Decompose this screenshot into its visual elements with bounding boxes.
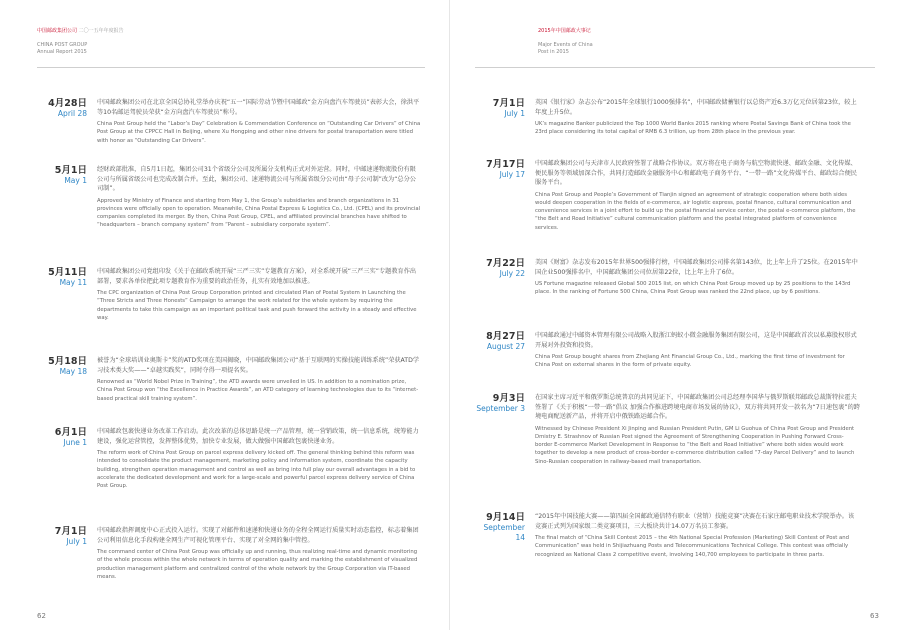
event-date-en: May 1 bbox=[64, 176, 87, 185]
header-en-line-1: Major Events of China bbox=[538, 42, 593, 48]
event-date-en: April 28 bbox=[57, 109, 87, 118]
event-date-en: September 3 bbox=[476, 404, 525, 413]
event-date-cn: 4月28日 bbox=[48, 98, 87, 109]
event-date-cn: 7月1日 bbox=[492, 98, 525, 109]
event-date bbox=[37, 267, 87, 288]
page-number: 62 bbox=[37, 612, 46, 620]
event-text-cn: 中国邮政集团公司党组印发《关于在邮政系统开展“三严三实”专题教育方案》，对全系统开展“三严三实”专题教育作出部署，要求各单位把此项专题教育作为重要的政治任务，扎实有效地加以推进。 bbox=[97, 268, 417, 285]
event-date-cn: 5月18日 bbox=[48, 356, 87, 367]
event-date bbox=[37, 427, 87, 448]
event-text bbox=[535, 98, 860, 137]
event-text bbox=[97, 165, 422, 230]
event-date-cn: 8月27日 bbox=[486, 331, 525, 342]
event-text-en: The reform work of China Post Group on parcel express delivery kicked off. The general thinking behind this reform was intended to consolidate the product management, marketing policy and information system, coordinate the capacity building, strengthen operation management and control as well as bring into full play our overall advantages in a bid to accelerate the dedicated development and work for a large-scale and powerful parcel express delivery service of China Post Group. bbox=[97, 450, 416, 489]
event-text bbox=[97, 98, 422, 145]
event-date-cn: 9月3日 bbox=[492, 393, 525, 404]
header-en-line-1: CHINA POST GROUP bbox=[37, 42, 88, 48]
event-date-en: May 11 bbox=[59, 278, 87, 287]
event-date-cn: 6月1日 bbox=[54, 427, 87, 438]
event-text-en: China Post Group and People’s Government of Tianjin signed an agreement of strategic cooperation where both sides would deepen cooperation in the fields of e-commerce, air logistic express, postal finance, cultural communication and convenience services in a joint effort to build up the postal financial service center, the postal e-commerce platform, the “the Belt and Road Initiative” cultural communication platform and the postal integrated platform of convenience services. bbox=[535, 191, 856, 231]
header-divider bbox=[475, 67, 875, 68]
event-text-en: The command center of China Post Group was officially up and running, thus realizing real-time and dynamic monitoring of the whole process within the whole network in terms of operation quality and marking the establishment of visualized production management platform and centralized control of the whole network by the Group Corporation via IT-based means. bbox=[97, 549, 418, 580]
event-date bbox=[475, 512, 525, 543]
page-number: 63 bbox=[870, 612, 879, 620]
event-text-en: UK’s magazine Banker publicized the Top 1000 World Banks 2015 ranking where Postal Savings Bank of China took the 23rd place considering its total capital of RMB 6.3 trillion, up from 28th place in the previous year. bbox=[535, 121, 851, 136]
event-text bbox=[535, 258, 860, 297]
event-text-cn: 英国《银行家》杂志公布“2015年全球银行1000强排名”，中国邮政储蓄银行以总资产近6.3万亿元位居第23位，较上年度上升5位。 bbox=[535, 99, 857, 116]
event-text bbox=[97, 356, 422, 403]
right-page-header bbox=[538, 28, 593, 56]
event-date-en: July 17 bbox=[499, 170, 525, 179]
event-text-en: The CPC organization of China Post Group Corporation printed and circulated Plan of Postal System in Launching the “Three Stricts and Three Honests” Campaign to arrange the work related for the whole system by requiring the departments to take this campaign as an important political task and push forward the activity in a steady and effective way. bbox=[97, 290, 417, 321]
event-date-cn: 5月1日 bbox=[54, 165, 87, 176]
left-page-header bbox=[37, 28, 124, 56]
right-page bbox=[450, 0, 900, 630]
event-date bbox=[37, 98, 87, 119]
header-cn-subtitle: 二〇一五年年度报告 bbox=[78, 28, 124, 34]
header-divider bbox=[37, 67, 425, 68]
event-date bbox=[475, 258, 525, 279]
event-text-en: Witnessed by Chinese President Xi Jinping and Russian President Putin, GM Li Guohua of China Post Group and President Dmistry E. Strashnov of Russian Post signed the Agreement of Strengthening Cooperation in Pushing Forward Cross-border E-commerce Market Development in Response to “the Belt and Road Initiative” where both sides would work together to develop a new product of cross-border e-commerce distribution called “7-day Parcel Delivery” and to launch Sino-Russian cooperation in railway-based mail transportation. bbox=[535, 425, 855, 465]
event-text-cn: 被誉为“全球培训业奥斯卡”奖的ATD奖项在美国揭晓，中国邮政集团公司“基于互联网的实操技能训练系统”荣获ATD学习技术类大奖——“卓越实践奖”，同时夺得一项提名奖。 bbox=[97, 357, 420, 374]
header-cn-title: 2015年中国邮政大事记 bbox=[538, 28, 591, 34]
event-date-en: June 1 bbox=[63, 438, 87, 447]
event-date-cn: 7月1日 bbox=[54, 526, 87, 537]
event-text-cn: 经财政部批准，自5月1日起，集团公司31个省级分公司及所属分支机构正式对外运营。同时，中邮速递物流股份有限公司与所属省级公司也完成改制合并。至此，集团公司、速递物流公司与所属省级分公司由“母子公司制”改为“总分公司制”。 bbox=[97, 166, 416, 193]
event-text bbox=[535, 512, 860, 559]
event-date-cn: 9月14日 bbox=[486, 512, 525, 523]
event-date bbox=[37, 165, 87, 186]
event-date-en: July 22 bbox=[499, 269, 525, 278]
event-text-en: Renowned as “World Nobel Prize in Training”, the ATD awards were unveiled in US. In addition to a nomination prize, China Post Group won “the Excellence in Practice Awards”, an ATD category of learning technologies due to its “internet-based practical skill training system”. bbox=[97, 379, 419, 402]
event-text-cn: 中国邮政指挥调度中心正式投入运行。实现了对邮件和速递和快递业务的全程全网运行质量实时动态监控，标志着集团公司利用信息化手段构建全网生产可视化管理平台、实现了对全网的集中管控。 bbox=[97, 527, 419, 544]
header-en-line-2: Post in 2015 bbox=[538, 49, 569, 55]
event-text-cn: 在国家主席习近平和俄罗斯总统普京的共同见证下，中国邮政集团公司总经理李国华与俄罗斯联邦邮政总裁斯特拉霍夫签署了《关于积极“一带一路”倡议 加强合作推进跨境电商市场发展的协议》，双方将共同开发一款名为“7日速包裹”的跨境电商配送新产品，并将开启中俄铁路运邮合作。 bbox=[535, 394, 860, 421]
event-text-en: The final match of “China Skill Contest 2015 – the 4th National Special Profession (Marketing) Skill Contest of Post and Communication” was held in Shijiazhuang Posts and Telecommunications Technical College. This contest was officially recognized as National Class 2 competitive event, involving 140,700 employees to participate in three parts. bbox=[535, 535, 850, 558]
event-date bbox=[475, 331, 525, 352]
event-text-en: US Fortune magazine released Global 500 2015 list, on which China Post Group moved up by 25 positions to the 143rd place. In the ranking of Fortune 500 China, China Post Group was ranked the 22nd place, up by 6 positions. bbox=[535, 281, 851, 296]
event-text-cn: “2015年中国技能大赛——第四届全国邮政通信特有职业（营销）技能竞赛”决赛在石家庄邮电职业技术学院举办。该竞赛正式列为国家级二类竞赛项目，三大板块共计14.07万名员工参赛。 bbox=[535, 513, 855, 530]
event-text-cn: 中国邮政集团公司与天津市人民政府签署了战略合作协议。双方将在电子商务与航空物流快递、邮政金融、文化传媒、便民服务等领域加深合作，共同打造邮政金融服务中心和邮政电子商务平台、“一带一路”文化传媒平台、邮政综合便民服务平台。 bbox=[535, 160, 857, 187]
event-text-cn: 中国邮政包裹快递业务改革工作启动。此次改革的总体思路是统一产品管理，统一营销政策，统一信息系统，统筹能力建设，强化运营管控，发挥整体优势，加快专业发展，做大做强中国邮政包裹快递业务。 bbox=[97, 428, 419, 445]
event-date-en: September 14 bbox=[483, 523, 525, 542]
event-date-en: May 18 bbox=[59, 367, 87, 376]
event-text bbox=[97, 267, 422, 322]
event-date bbox=[37, 526, 87, 547]
event-text bbox=[535, 331, 860, 370]
event-date bbox=[475, 159, 525, 180]
event-text bbox=[535, 393, 860, 466]
event-text-en: China Post Group held the “Labor’s Day” Celebration & Commendation Conference on “Outstanding Car Drivers” of China Post Group at the CPPCC Hall in Beijing, where Xu Hongping and other nine drivers for postal transportation were titled with honor as “Outstanding Car Drivers”. bbox=[97, 121, 421, 144]
event-date-cn: 7月22日 bbox=[486, 258, 525, 269]
event-date bbox=[475, 98, 525, 119]
event-date bbox=[37, 356, 87, 377]
header-en-line-2: Annual Report 2015 bbox=[37, 49, 87, 55]
event-text-cn: 美国《财富》杂志发布2015年世界500强排行榜，中国邮政集团公司排名第143位，比上年上升了25位。在2015年中国企业500强排名中，中国邮政集团公司位居第22位，比上年上升了6位。 bbox=[535, 259, 858, 276]
event-text-en: Approved by Ministry of Finance and starting from May 1, the Group’s subsidiaries and branch organizations in 31 provinces were officially open to operation. Meanwhile, China Postal Express & Logistics Co., Ltd. (CPEL) and its provincial companies completed its merger. By then, China Post Group, CPEL, and affiliated provincial branches have shifted to “headquarters – branch company system” from “Parent – subsidiary corporate system”. bbox=[97, 197, 421, 229]
event-text bbox=[97, 526, 422, 581]
event-date bbox=[475, 393, 525, 414]
event-date-en: August 27 bbox=[486, 342, 525, 351]
event-text-cn: 中国邮政集团公司在北京全国总协礼堂举办庆祝“五一”国际劳动节暨中国邮政“金方向盘汽车驾驶员”表彰大会，徐洪平等10名邮运驾驶员荣获“金方向盘汽车驾驶员”称号。 bbox=[97, 99, 420, 116]
event-date-cn: 7月17日 bbox=[486, 159, 525, 170]
event-text-cn: 中国邮政通过中邮资本管理有限公司战略入股浙江蚂蚁小微金融服务集团有限公司，这是中国邮政首次以私募股权形式开展对外投资和投资。 bbox=[535, 332, 857, 349]
event-text-en: China Post Group bought shares from Zhejiang Ant Financial Group Co., Ltd., marking the first time of investment for China Post on external shares in the form of private equity. bbox=[535, 354, 845, 369]
event-text bbox=[535, 159, 860, 232]
event-text bbox=[97, 427, 422, 490]
event-date-en: July 1 bbox=[504, 109, 525, 118]
header-cn-title: 中国邮政集团公司 bbox=[37, 28, 78, 34]
event-date-en: July 1 bbox=[66, 537, 87, 546]
event-date-cn: 5月11日 bbox=[48, 267, 87, 278]
